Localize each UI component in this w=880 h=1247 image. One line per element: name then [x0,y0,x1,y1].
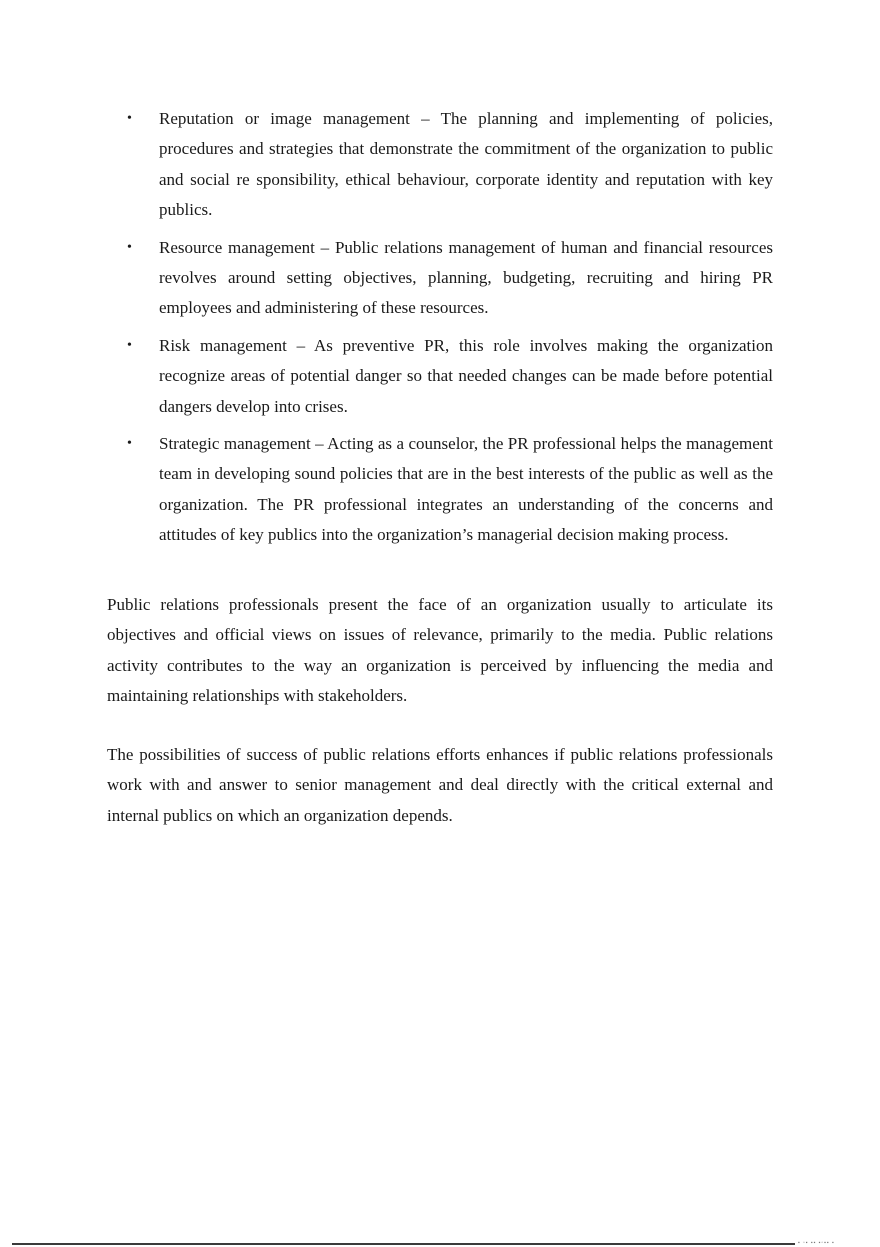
bullet-icon: • [127,337,132,353]
bullet-icon: • [127,436,132,452]
bullet-text: Resource management – Public relations management of human and financial resources revolves around setting objectives, planning, budgeting, recruiting and hiring PR employees and administering of these resources. [159,237,773,318]
paragraph-pr-professionals: Public relations professionals present the face of an organization usually to articulate its objectives and official views on issues of relevance, primarily to the media. Public relations activity contributes to the way an organization is perceived by influencing the media and maintaining relationships with stakeholders. [107,595,773,706]
bullet-text: Reputation or image management – The planning and implementing of policies, procedures and strategies that demonstrate the commitment of the organization to public and social re sponsibility, ethical behaviour, corporate identity and reputation with key publics. [159,109,773,220]
bullet-text: Strategic management – Acting as a counselor, the PR professional helps the management team in developing sound policies that are in the best interests of the public as well as the organization. The PR professional integrates an understanding of the concerns and attitudes of key publics into the organization’s managerial decision making process. [159,434,773,545]
bullet-item-reputation-management [127,104,773,226]
bullet-text: Risk management – As preventive PR, this role involves making the organization recognize areas of potential danger so that needed changes can be made before potential dangers develop into crises. [159,335,773,416]
bullet-item-resource-management [127,233,773,324]
footer-marks: ▪ ▫▪ ▪▪ ▪▫▪▪ ▪ [798,1241,835,1246]
bullet-icon: • [127,111,132,126]
pr-roles-bullet-list [127,104,773,558]
footer-divider [12,1243,795,1245]
bullet-icon: • [127,239,132,255]
bullet-item-risk-management [127,331,773,422]
bullet-item-strategic-management [127,429,773,551]
paragraph-success-possibilities: The possibilities of success of public relations efforts enhances if public relations professionals work with and answer to senior management and deal directly with the critical external and internal publics on which an organization depends. [107,745,773,825]
